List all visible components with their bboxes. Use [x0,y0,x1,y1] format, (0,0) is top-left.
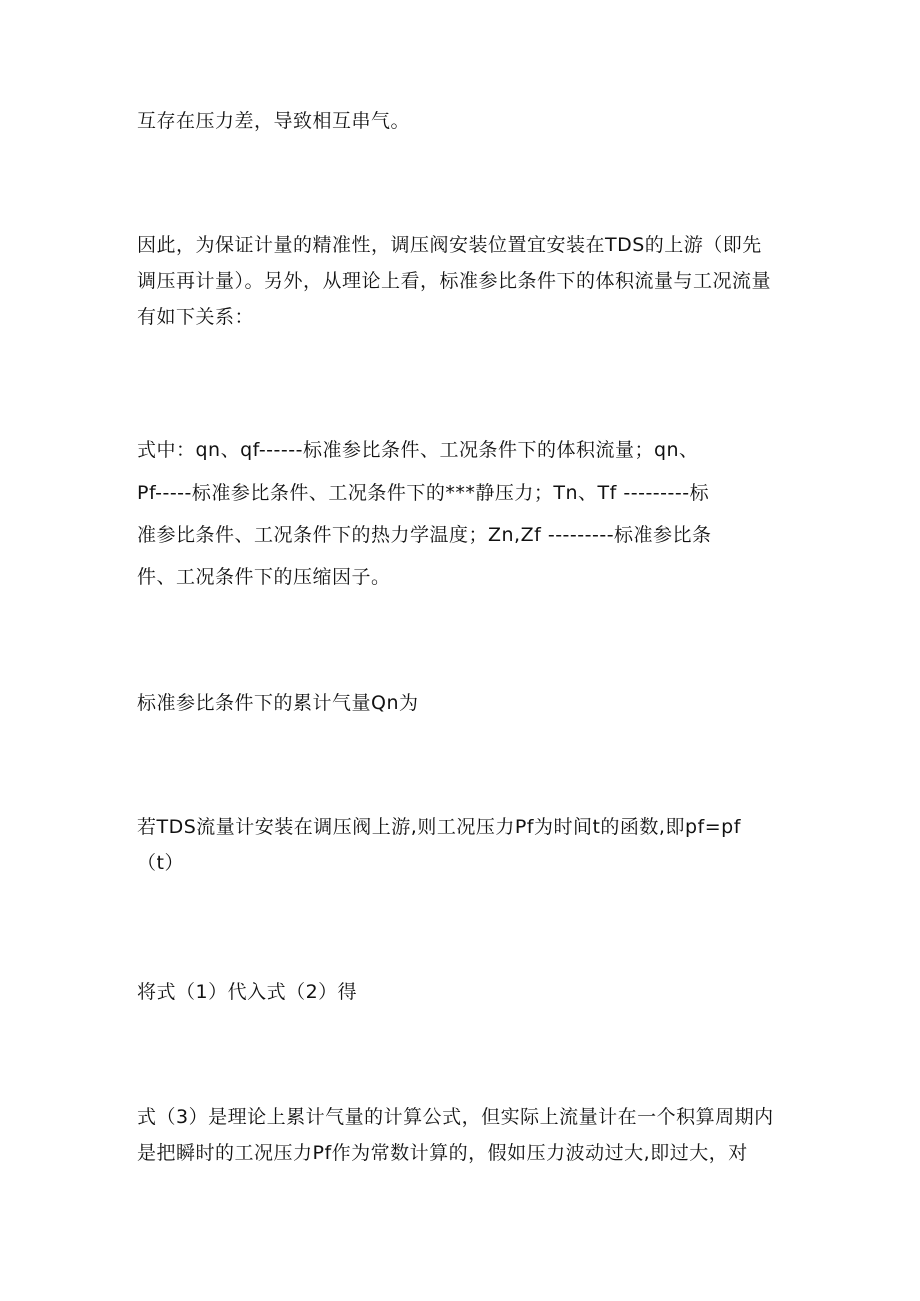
text-line-6: Pf-----标准参比条件、工况条件下的***静压力；Tn、Tf ---------标 [137,482,710,504]
text-line-9: 标准参比条件下的累计气量Qn为 [137,692,419,714]
text-line-5: 式中：qn、qf------标准参比条件、工况条件下的体积流量；qn、 [137,439,699,461]
text-line-14: 是把瞬时的工况压力Pf作为常数计算的，假如压力波动过大,即过大，对 [137,1142,748,1164]
text-line-13: 式（3）是理论上累计气量的计算公式，但实际上流量计在一个积算周期内 [137,1106,774,1128]
text-line-3: 调压再计量）。另外，从理论上看，标准参比条件下的体积流量与工况流量 [137,270,772,292]
text-line-7: 准参比条件、工况条件下的热力学温度；Zn,Zf ---------标准参比条 [137,524,712,546]
text-line-2: 因此，为保证计量的精准性，调压阀安装位置宜安装在TDS的上游（即先 [137,234,762,256]
text-line-11: （t） [137,852,184,874]
text-line-12: 将式（1）代入式（2）得 [137,981,358,1003]
text-line-4: 有如下关系： [137,306,255,328]
text-line-10: 若TDS流量计安装在调压阀上游,则工况压力Pf为时间t的函数,即pf=pf [137,816,741,838]
text-line-8: 件、工况条件下的压缩因子。 [137,566,391,588]
text-line-1: 互存在压力差，导致相互串气。 [137,110,411,132]
